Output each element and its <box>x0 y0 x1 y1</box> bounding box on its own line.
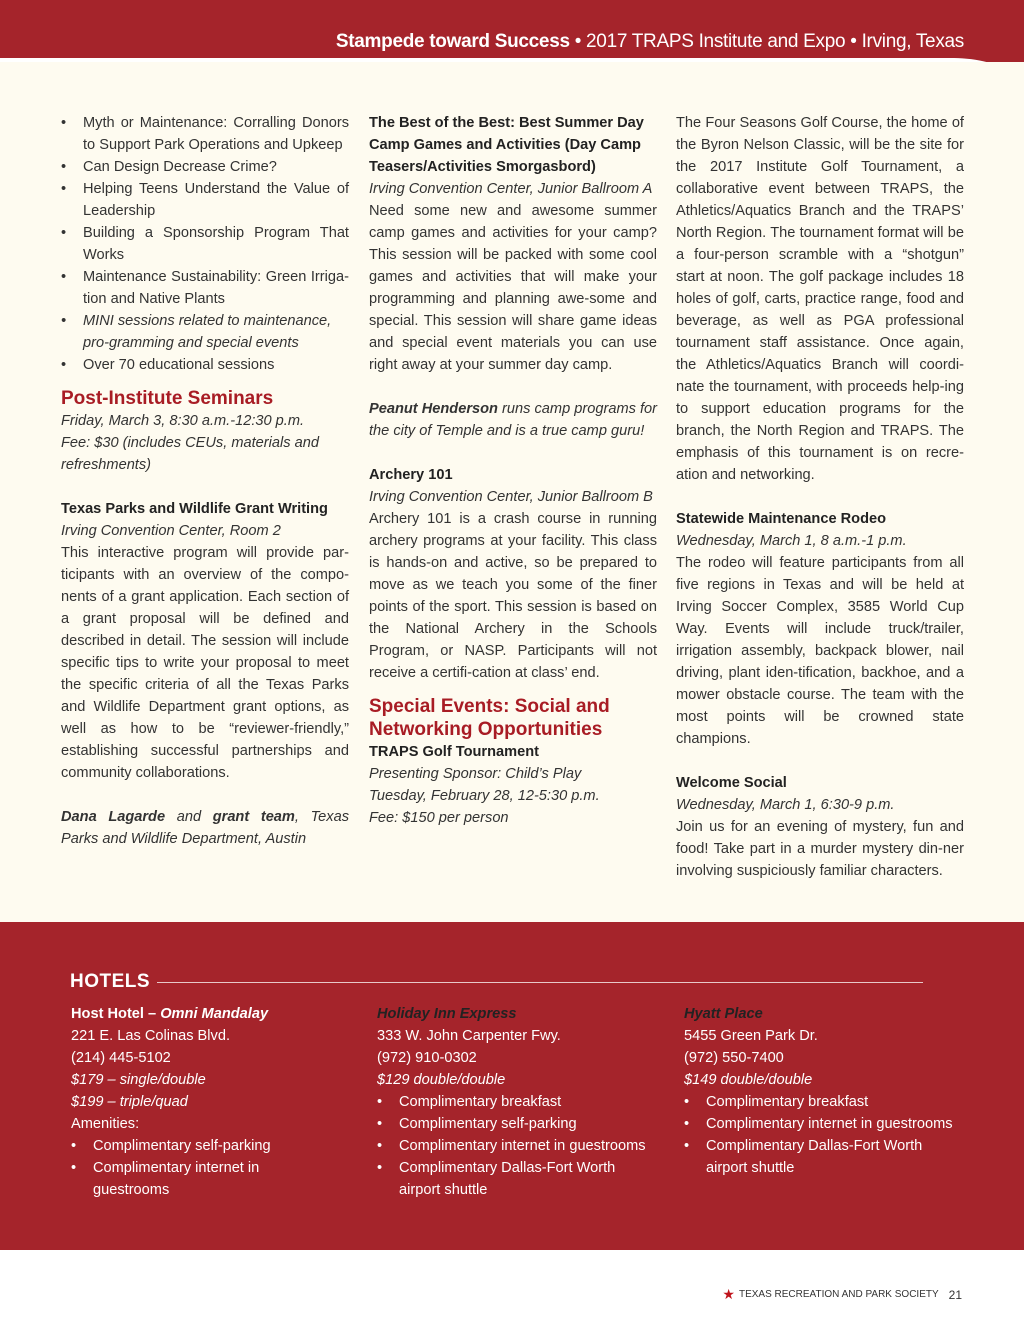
hotel-rate: $129 double/double <box>377 1072 506 1088</box>
hotel-address: 333 W. John Carpenter Fwy. <box>377 1028 561 1044</box>
list-item: • Complimentary Dallas-Fort Worth airport shuttle <box>377 1157 649 1201</box>
post-institute-heading: Post-Institute Seminars <box>61 388 274 409</box>
presenter-team: grant team <box>212 809 295 825</box>
page-number: 21 <box>948 1287 962 1302</box>
golf-sponsor: Presenting Sponsor: Child’s Play <box>369 766 582 782</box>
presenter-and: and <box>165 809 213 825</box>
host-hotel-name: Omni Mandalay <box>160 1006 269 1022</box>
footer-org: TEXAS RECREATION AND PARK SOCIETY <box>738 1289 939 1300</box>
best-of-best-description: Need some new and awesome summer camp games and activities for your camp? This session will be packed with some cool games and activities that will make your programming and planning awe-some and special. This session will share game ideas and special event materials you can use right away at your summer day camp. <box>369 203 657 373</box>
header-title-rest: • 2017 TRAPS Institute and Expo • Irving, Texas <box>569 31 964 52</box>
archery-title: Archery 101 <box>369 467 453 483</box>
rodeo-date: Wednesday, March 1, 8 a.m.-1 p.m. <box>676 533 907 549</box>
page-footer <box>722 1286 962 1303</box>
welcome-social-title: Welcome Social <box>676 775 787 791</box>
archery-description: Archery 101 is a crash course in running archery programs at your facility. This class is hands-on and active, so be prepared to move as we teach you some of the finer points of the sport. This session is based on the National Archery in the Schools Program, or NASP. Participants will not receive a certifi-cation at class’ end. <box>369 511 657 681</box>
hotel-rate: $199 – triple/quad <box>71 1094 188 1110</box>
hotels-divider <box>157 982 923 983</box>
golf-date: Tuesday, February 28, 12-5:30 p.m. <box>369 788 600 804</box>
presenter-name: Peanut Henderson <box>369 401 498 417</box>
list-item: • Complimentary self-parking <box>377 1113 667 1135</box>
rodeo-title: Statewide Maintenance Rodeo <box>676 511 887 527</box>
column-1 <box>61 112 349 850</box>
hotel-hyatt <box>684 1003 974 1179</box>
hotel-name: Hyatt Place <box>684 1006 763 1022</box>
golf-description: The Four Seasons Golf Course, the home of the Byron Nelson Classic, will be the site for the 2017 Institute Golf Tournament, a collaborative event between TRAPS, the Athletics/Aquatics Branch and the TRAPS’ North Region. The tournament format will be a four-person scramble with a “shotgun” start at noon. The golf package includes 18 holes of golf, carts, practice range, food and beverage, as well as PGA professional tournament staff assistance. Once again, the Athletics/Aquatics Branch will coordi-nate the tournament, with proceeds help-ing to support education programs for the branch, the North Region and TRAPS. The emphasis of this tournament is on recre-ation and networking. <box>676 115 964 483</box>
star-icon: ★ <box>722 1286 735 1302</box>
column-3 <box>676 112 964 882</box>
column-2 <box>369 112 657 829</box>
hotel-phone: (972) 550-7400 <box>684 1050 784 1066</box>
hotel-name: Holiday Inn Express <box>377 1006 517 1022</box>
best-of-best-title: The Best of the Best: Best Summer Day Camp Games and Activities (Day Camp Teasers/Activities Smorgasbord) <box>369 115 644 175</box>
list-item: • Building a Sponsorship Program That Works <box>61 222 349 266</box>
amenities-list <box>377 1091 667 1201</box>
list-item: • Can Design Decrease Crime? <box>61 156 349 178</box>
best-of-best-presenter <box>369 398 657 442</box>
list-item: • MINI sessions related to maintenance, pro-gramming and special events <box>61 310 349 354</box>
hotel-address: 221 E. Las Colinas Blvd. <box>71 1028 230 1044</box>
hotel-phone: (972) 910-0302 <box>377 1050 477 1066</box>
post-institute-date: Friday, March 3, 8:30 a.m.-12:30 p.m. <box>61 413 305 429</box>
list-item: • Myth or Maintenance: Corralling Donors to Support Park Operations and Upkeep <box>61 112 349 156</box>
hotel-rate: $149 double/double <box>684 1072 813 1088</box>
list-item: • Over 70 educational sessions <box>61 354 349 376</box>
hotel-address: 5455 Green Park Dr. <box>684 1028 818 1044</box>
grant-writing-location: Irving Convention Center, Room 2 <box>61 523 281 539</box>
golf-fee: Fee: $150 per person <box>369 810 509 826</box>
archery-location: Irving Convention Center, Junior Ballroom B <box>369 489 653 505</box>
list-item: • Complimentary Dallas-Fort Worth airport shuttle <box>684 1135 956 1179</box>
running-header <box>336 31 964 53</box>
welcome-social-description: Join us for an evening of mystery, fun and food! Take part in a murder mystery din-ner involving suspiciously familiar characters. <box>676 819 964 879</box>
presenter-name: Dana Lagarde <box>61 809 166 825</box>
list-item: • Complimentary internet in guestrooms <box>684 1113 974 1135</box>
list-item: • Maintenance Sustainability: Green Irriga-tion and Native Plants <box>61 266 349 310</box>
presenter-org: , Texas Parks and Wildlife Department, Austin <box>61 809 349 847</box>
best-of-best-location: Irving Convention Center, Junior Ballroom A <box>369 181 653 197</box>
rodeo-description: The rodeo will feature participants from all five regions in Texas and will be held at Irving Soccer Complex, 3585 World Cup Way. Events will include truck/trailer, irrigation assembly, backpack blower, nail driving, plant iden-tification, backhoe, and a mower obstacle course. The team with the most points will be crowned state champions. <box>676 555 964 747</box>
list-item: • Complimentary internet in guestrooms <box>377 1135 667 1157</box>
host-hotel-label: Host Hotel – <box>71 1006 161 1022</box>
list-item: • Complimentary self-parking <box>71 1135 361 1157</box>
list-item: • Complimentary internet in guestrooms <box>71 1157 293 1201</box>
amenities-list <box>684 1091 974 1179</box>
post-institute-fee: Fee: $30 (includes CEUs, materials and refreshments) <box>61 435 319 473</box>
hotel-phone: (214) 445-5102 <box>71 1050 171 1066</box>
grant-writing-title: Texas Parks and Wildlife Grant Writing <box>61 501 328 517</box>
amenities-label: Amenities: <box>71 1116 140 1132</box>
header-title-bold: Stampede toward Success <box>335 31 570 52</box>
list-item: • Complimentary breakfast <box>684 1091 974 1113</box>
hotels-title: HOTELS <box>70 971 151 992</box>
golf-tournament-title: TRAPS Golf Tournament <box>369 744 539 760</box>
grant-writing-description: This interactive program will provide par-ticipants with an overview of the compo-nents of a grant application. Each section of a grant proposal will be defined and described in detail. The session will include specific tips to write your proposal to meet the specific criteria of all the Texas Parks and Wildlife Department grant options, as well as how to be “reviewer-friendly,” establishing successful partnerships and community collaborations. <box>61 545 349 781</box>
welcome-social-date: Wednesday, March 1, 6:30-9 p.m. <box>676 797 895 813</box>
special-events-heading: Special Events: Social and Networking Opportunities <box>369 696 610 740</box>
hotel-name <box>71 1003 361 1025</box>
grant-writing-presenter <box>61 806 349 850</box>
amenities-list <box>71 1135 361 1201</box>
hotel-holiday-inn <box>377 1003 667 1201</box>
session-list <box>61 112 349 376</box>
list-item: • Helping Teens Understand the Value of Leadership <box>61 178 349 222</box>
list-item: • Complimentary breakfast <box>377 1091 667 1113</box>
hotels-section <box>0 922 1024 1250</box>
hotel-omni <box>71 1003 361 1201</box>
presenter-bio: runs camp programs for the city of Temple and is a true camp guru! <box>369 401 658 439</box>
hotel-rate: $179 – single/double <box>71 1072 206 1088</box>
